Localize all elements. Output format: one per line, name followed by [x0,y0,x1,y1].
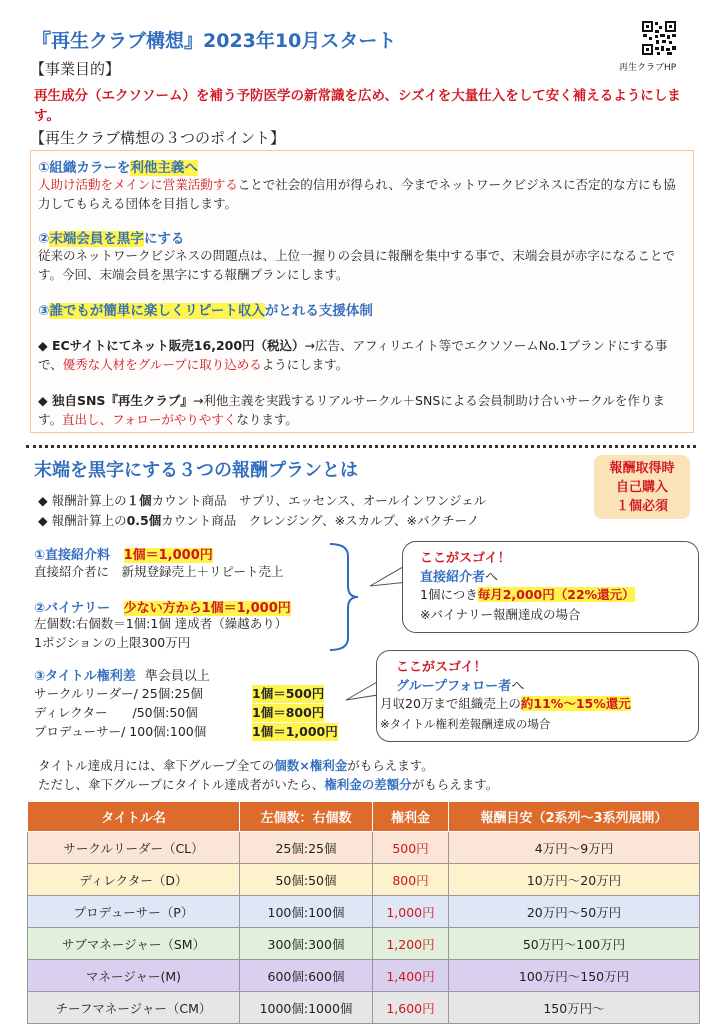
summary1-b: 個数×権利金 [274,758,348,773]
point2-text: 従来のネットワークビジネスの問題点は、上位一握りの会員に報酬を集中する事で、末端会員が赤字になることです。今回、末端会員を黒字にする報酬プランにします。 [38,248,675,282]
row-reward: 150万円～ [449,992,700,1024]
point1-title-b: 利他主義へ [130,160,198,176]
row-fee: 1,000円 [373,896,449,928]
callout1-line-hl: 毎月2,000円（22%還元） [477,587,635,602]
plans-title: 末端を黒字にする３つの報酬プランとは [34,460,358,481]
callout2-head: ここがスゴイ！ [396,660,487,675]
callout2-line [380,695,631,713]
summary2-c: がもらえます。 [411,777,499,792]
table-row [28,832,700,864]
point3-b1-rest: →広告、アフィリエイト等でエクソソームNo.1ブランドにする事で、 [38,338,668,372]
count-bullet-2-a: ◆ 報酬計算上の [38,513,127,528]
callout1-head: ここがスゴイ！ [420,551,511,566]
point3-b2-end: なります。 [236,412,298,427]
table-row [28,960,700,992]
point3-title [38,299,373,319]
row-count: 25個:25個 [240,832,373,864]
row-fee: 800円 [373,864,449,896]
point1-text [38,175,680,213]
point1-title-a: ①組織カラーを [38,160,131,176]
plan3-row-1-value: 1個＝500円 [252,686,325,701]
callout1-sub-rest: へ [485,570,499,585]
point3-b2-rest: →利他主義を実践するリアルサークル＋SNSによる会員制助け合いサークルを作ります。 [38,393,665,427]
row-fee: 500円 [373,832,449,864]
row-fee: 1,200円 [373,928,449,960]
plan2-text-2: 1ポジションの上限300万円 [34,635,191,650]
summary-line-1 [38,757,434,775]
callout2-note: ※タイトル権利差報酬達成の場合 [380,717,551,731]
qr-label: 再生クラブHP [619,63,677,73]
plan2-title [34,597,291,616]
point3-b2-bold: ◆ 独自SNS『再生クラブ』 [38,393,193,408]
self-purchase-badge [594,455,690,519]
badge-line-1: 報酬取得時 [609,461,675,476]
plan3-row-3: プロデューサー/ 100個:100個 [34,724,207,739]
count-bullet-2-c: カウント商品 クレンジング、※スカルプ、※パクチーノ [161,513,480,528]
table-row [28,864,700,896]
callout2-sub-rest: へ [511,679,525,694]
badge-line-2: 自己購入 [615,480,668,495]
purpose-text: 再生成分（エクソソーム）を補う予防医学の新常識を広め、シズイを大量仕入をして安く補えるようにします。 [34,88,681,124]
row-reward: 20万円～50万円 [449,896,700,928]
qr-code-icon[interactable] [641,20,677,56]
count-bullet-1-b: １個 [126,493,152,508]
callout2-sub [396,675,524,694]
callout2-line-a: 月収20万まで組織売上の [380,696,521,711]
page-title: 『再生クラブ構想』2023年10月スタート [32,30,397,52]
header-count: 左個数：右個数 [240,802,373,832]
row-name: サークルリーダー（CL） [28,832,240,864]
summary1-c: がもらえます。 [347,758,434,773]
row-name: サブマネージャー（SM） [28,928,240,960]
callout1-sub-text: 直接紹介者 [420,570,486,585]
badge-line-3: １個必須 [615,499,668,514]
row-count: 1000個:1000個 [240,992,373,1024]
row-count: 100個:100個 [240,896,373,928]
count-bullet-1-c: カウント商品 サプリ、エッセンス、オールインワンジェル [151,493,487,508]
section-divider [26,445,696,448]
plan3-row-2-value: 1個＝800円 [252,705,325,720]
point3-b1-end: ようにします。 [261,357,349,372]
point2-title-c: にする [143,231,185,247]
point1-text-rest: ことで社会的信用が得られ、今までネットワークビジネスに否定的な方にも協力してもらえる団体を目指します。 [38,177,676,211]
plan1-title-text: ①直接紹介料 [34,548,111,563]
row-reward: 100万円～150万円 [449,960,700,992]
header-title: タイトル名 [28,802,240,832]
point2-title-b: 末端会員を黒字 [49,231,144,247]
plan1-title [34,544,213,563]
table-row [28,928,700,960]
plan3-title-text: ③タイトル権利差 [34,669,136,684]
point3-title-c: がとれる支援体制 [264,303,373,319]
point3-title-a: ③ [38,303,50,319]
count-bullet-2-b: 0.5個 [126,513,162,528]
row-name: チーフマネージャー（CM） [28,992,240,1024]
table-row [28,896,700,928]
plan2-text-1: 左個数:右個数＝1個:1個 達成者（繰越あり） [34,616,288,631]
summary-line-2 [38,776,498,794]
bracket-icon [328,542,360,652]
callout2-sub-text: グループフォロー者 [396,679,512,694]
point3-b1-red: 優秀な人材をグループに取り込める [62,357,262,372]
point2-title [38,227,184,247]
table-header-row [28,802,700,832]
summary1-a: タイトル達成月には、傘下グループ全ての [38,758,275,773]
row-count: 600個:600個 [240,960,373,992]
plan3-row-3-value: 1個＝1,000円 [252,724,338,739]
header-reward: 報酬目安（2系列～3系列展開） [449,802,700,832]
callout1-sub [420,566,498,585]
point1-title [38,156,198,176]
table-row [28,992,700,1024]
summary2-a: ただし、傘下グループにタイトル達成者がいたら、 [38,777,325,792]
plan2-title-text: ②バイナリー [34,601,111,616]
row-reward: 10万円～20万円 [449,864,700,896]
points-heading: 【再生クラブ構想の３つのポイント】 [30,129,286,147]
count-bullet-2 [38,511,479,529]
row-fee: 1,600円 [373,992,449,1024]
callout2-line-hl: 約11%～15%還元 [520,696,631,711]
point1-text-red: 人助け活動をメインに営業活動する [38,177,238,192]
row-fee: 1,400円 [373,960,449,992]
point3-b2-red: 直出し、フォローがやりやすく [62,412,237,427]
summary2-b: 権利金の差額分 [324,777,412,792]
row-name: ディレクター（D） [28,864,240,896]
plan3-row-2: ディレクター /50個:50個 [34,705,198,720]
callout1-note: ※バイナリー報酬達成の場合 [420,607,581,622]
point3-bullet1 [38,336,680,374]
callout1-line-a: 1個につき [420,587,478,602]
point3-bullet2 [38,391,680,429]
point3-b1-bold: ◆ ECサイトにてネット販売16,200円（税込） [38,338,305,353]
plan1-text: 直接紹介者に 新規登録売上＋リピート売上 [34,564,284,579]
row-name: プロデューサー（P） [28,896,240,928]
count-bullet-1-a: ◆ 報酬計算上の [38,493,127,508]
plan2-highlight: 少ない方から1個＝1,000円 [123,601,291,616]
plan3-note: 準会員以上 [144,669,210,684]
plan1-highlight: 1個＝1,000円 [123,548,213,563]
row-count: 50個:50個 [240,864,373,896]
count-bullet-1 [38,491,486,509]
header-fee: 権利金 [373,802,449,832]
row-name: マネージャー(M) [28,960,240,992]
point2-title-a: ② [38,231,50,247]
row-reward: 4万円～9万円 [449,832,700,864]
plan3-row-1: サークルリーダー/ 25個:25個 [34,686,203,701]
row-count: 300個:300個 [240,928,373,960]
callout1-line [420,586,635,604]
reward-table [27,801,700,1024]
point3-title-b: 誰でもが簡単に楽しくリピート収入 [49,303,265,319]
purpose-heading: 【事業目的】 [30,60,121,78]
row-reward: 50万円～100万円 [449,928,700,960]
plan3-title [34,665,210,684]
